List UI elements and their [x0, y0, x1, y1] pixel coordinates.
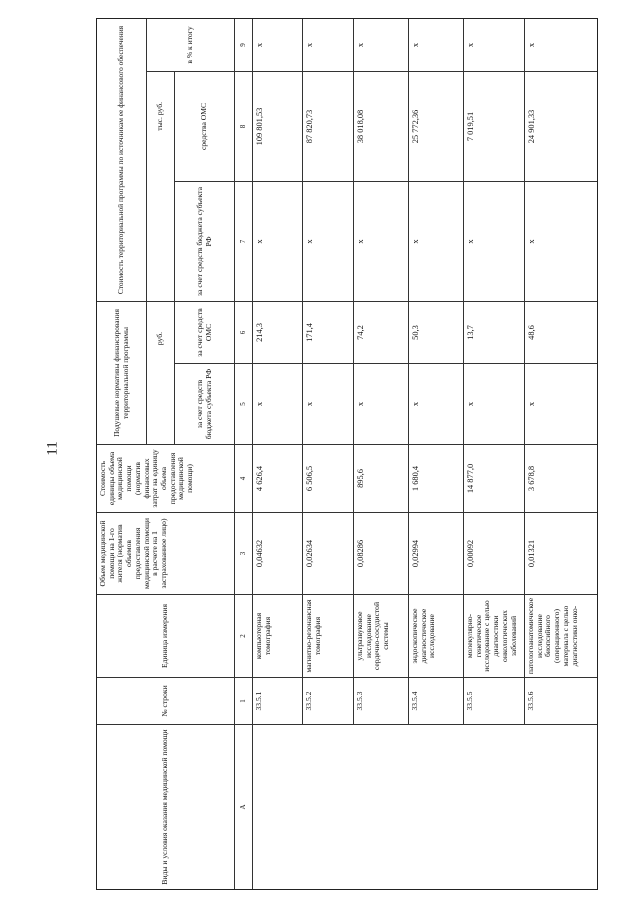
- row-number: 33.5.1: [253, 677, 302, 724]
- row-number: 33.5.4: [409, 677, 464, 724]
- header-col-6: за счет средств ОМС: [175, 301, 235, 363]
- colnum-3: 3: [235, 512, 253, 594]
- header-col-a: Виды и условия оказания медицинской помощи: [97, 724, 235, 889]
- colnum-9: 9: [235, 19, 253, 71]
- colnum-4: 4: [235, 444, 253, 512]
- header-col-4: Стоимость единицы объема медицинской помощи (норматив финансовых затрат на единицу объема предоставления медицинской помощи): [97, 444, 235, 512]
- colnum-8: 8: [235, 71, 253, 181]
- row-number: 33.5.3: [354, 677, 409, 724]
- header-group-cost-unit: тыс. руб.: [147, 71, 175, 301]
- row-c7: х: [409, 181, 464, 301]
- row-c4: 4 626,4: [253, 444, 302, 512]
- row-c3: 0,01321: [525, 512, 597, 594]
- row-c5: х: [302, 363, 354, 444]
- row-c6: 50,3: [409, 301, 464, 363]
- row-unit: ультразвуковое исследование сердечно-сосудистой системы: [354, 594, 409, 677]
- row-c4: 3 678,8: [525, 444, 597, 512]
- row-c9: х: [354, 19, 409, 71]
- row-c7: х: [464, 181, 525, 301]
- header-col-3: Объем медицинской помощи на 1-го жителя (норматив объемов предоставления медицинской помощи в расчете на 1 застрахованное лицо): [97, 512, 235, 594]
- row-number: 33.5.6: [525, 677, 597, 724]
- row-c9: х: [302, 19, 354, 71]
- row-c5: х: [409, 363, 464, 444]
- row-c9: х: [464, 19, 525, 71]
- colnum-a: А: [235, 724, 253, 889]
- row-c8: 87 820,73: [302, 71, 354, 181]
- row-c5: х: [525, 363, 597, 444]
- row-unit: эндоскопическое диагностическое исследование: [409, 594, 464, 677]
- colnum-6: 6: [235, 301, 253, 363]
- row-c3: 0,08286: [354, 512, 409, 594]
- row-c3: 0,02634: [302, 512, 354, 594]
- header-group-norm-unit: руб.: [147, 301, 175, 444]
- row-c9: х: [409, 19, 464, 71]
- header-col-7: за счет средств бюджета субъекта РФ: [175, 181, 235, 301]
- row-c7: х: [253, 181, 302, 301]
- row-c4: 6 506,5: [302, 444, 354, 512]
- header-group-cost: Стоимость территориальной программы по источникам ее финансового обеспечения: [97, 19, 147, 301]
- page-frame: [96, 18, 598, 890]
- row-c5: х: [354, 363, 409, 444]
- header-col-5: за счет средств бюджета субъекта РФ: [175, 363, 235, 444]
- row-unit: компьютерная томография: [253, 594, 302, 677]
- row-unit: патологоанатомическое исследование биопсийного (операционного) материала с целью диагностики онко-: [525, 594, 597, 677]
- row-c3: 0,04632: [253, 512, 302, 594]
- rotated-table: [97, 19, 597, 889]
- row-c7: х: [525, 181, 597, 301]
- row-c4: 1 680,4: [409, 444, 464, 512]
- row-c8: 109 801,53: [253, 71, 302, 181]
- row-c8: 7 019,51: [464, 71, 525, 181]
- row-unit: молекулярно-генетическое исследование с целью диагностики онкологических заболеваний: [464, 594, 525, 677]
- header-group-norm: Подушевые нормативы финансирования территориальной программы: [97, 301, 147, 444]
- row-c8: 38 018,08: [354, 71, 409, 181]
- col-a-body: [253, 724, 597, 889]
- row-c6: 74,2: [354, 301, 409, 363]
- row-c7: х: [302, 181, 354, 301]
- row-c3: 0,00092: [464, 512, 525, 594]
- row-c7: х: [354, 181, 409, 301]
- row-c6: 171,4: [302, 301, 354, 363]
- colnum-1: 1: [235, 677, 253, 724]
- header-col-9: в % к итогу: [147, 19, 235, 71]
- page-number: 11: [44, 441, 61, 456]
- header-col-8: средства ОМС: [175, 71, 235, 181]
- row-c8: 24 901,33: [525, 71, 597, 181]
- row-unit: магнитно-резонансная томография: [302, 594, 354, 677]
- colnum-5: 5: [235, 363, 253, 444]
- row-number: 33.5.5: [464, 677, 525, 724]
- row-c6: 48,6: [525, 301, 597, 363]
- row-c9: х: [527, 42, 536, 48]
- row-c3: 0,02994: [409, 512, 464, 594]
- row-c8: 25 772,36: [409, 71, 464, 181]
- header-col-1: № строки: [97, 677, 235, 724]
- row-c6: 13,7: [464, 301, 525, 363]
- row-c5: х: [253, 363, 302, 444]
- colnum-7: 7: [235, 181, 253, 301]
- row-c9: х: [255, 42, 264, 48]
- row-c4: 895,6: [354, 444, 409, 512]
- row-c5: х: [464, 363, 525, 444]
- row-c6: 214,3: [253, 301, 302, 363]
- row-c4: 14 877,0: [464, 444, 525, 512]
- row-number: 33.5.2: [302, 677, 354, 724]
- header-col-2: Единица измерения: [97, 594, 235, 677]
- colnum-2: 2: [235, 594, 253, 677]
